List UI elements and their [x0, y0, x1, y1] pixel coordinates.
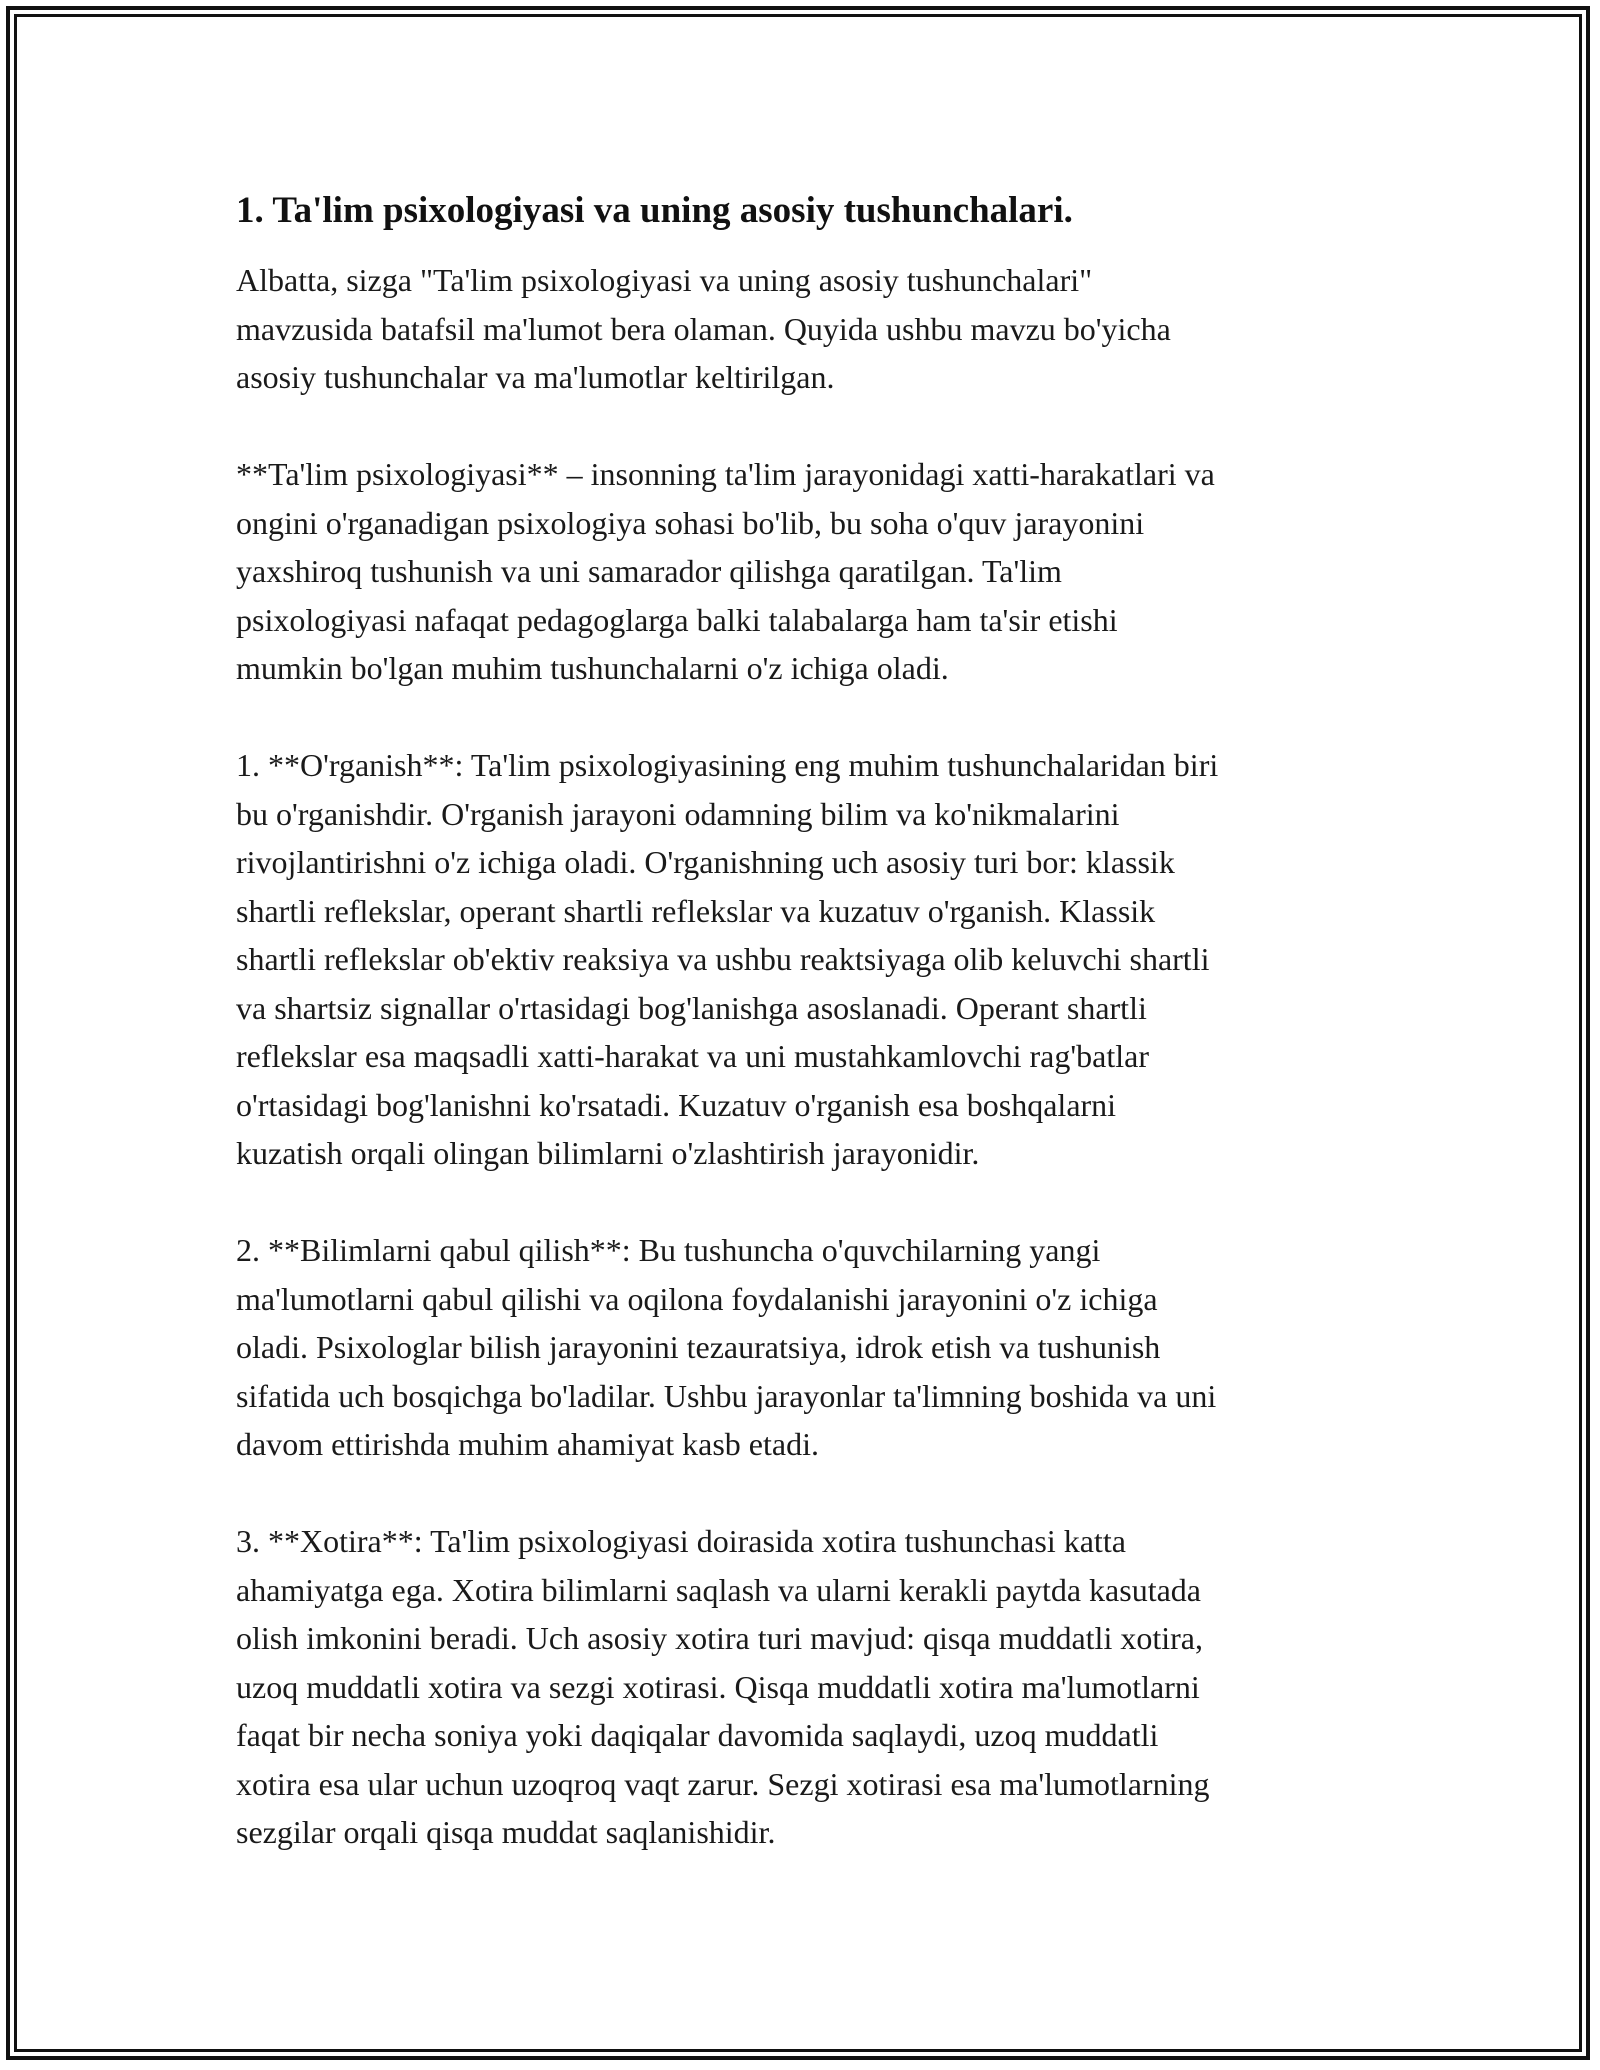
text-line: asosiy tushunchalar va ma'lumotlar keltirilgan. — [236, 359, 835, 395]
paragraph-item-3 — [236, 1517, 1386, 1857]
text-line: uzoq muddatli xotira va sezgi xotirasi. Qisqa muddatli xotira ma'lumotlarni — [236, 1668, 1200, 1705]
text-line: shartli reflekslar, operant shartli reflekslar va kuzatuv o'rganish. Klassik — [236, 892, 1156, 929]
text-line: sifatida uch bosqichga bo'ladilar. Ushbu jarayonlar ta'limning boshida va uni — [236, 1377, 1217, 1414]
text-line: 1. **O'rganish**: Ta'lim psixologiyasining eng muhim tushunchalaridan biri — [236, 747, 1219, 783]
text-line: ma'lumotlarni qabul qilishi va oqilona foydalanishi jarayonini o'z ichiga — [236, 1280, 1158, 1317]
text-line: o'rtasidagi bog'lanishni ko'rsatadi. Kuzatuv o'rganish esa boshqalarni — [236, 1086, 1117, 1123]
text-line: shartli reflekslar ob'ektiv reaksiya va ushbu reaktsiyaga olib keluvchi shartli — [236, 941, 1210, 977]
document-heading: 1. Ta'lim psixologiyasi va uning asosiy tushunchalari. — [236, 190, 1073, 231]
text-line: sezgilar orqali qisqa muddat saqlanishidir. — [236, 1814, 776, 1850]
document-page — [236, 186, 1386, 1857]
text-line: ahamiyatga ega. Xotira bilimlarni saqlash va ularni kerakli paytda kasutada — [236, 1571, 1201, 1608]
text-line: rivojlantirishni o'z ichiga oladi. O'rganishning uch asosiy turi bor: klassik — [236, 844, 1175, 880]
text-line: bu o'rganishdir. O'rganish jarayoni odamning bilim va ko'nikmalarini — [236, 795, 1120, 832]
text-line: davom ettirishda muhim ahamiyat kasb etadi. — [236, 1426, 819, 1462]
text-line: mumkin bo'lgan muhim tushunchalarni o'z ichiga oladi. — [236, 650, 949, 686]
paragraph-item-1 — [236, 741, 1386, 1178]
text-line: Albatta, sizga "Ta'lim psixologiyasi va uning asosiy tushunchalari" — [236, 262, 1093, 298]
text-line: reflekslar esa maqsadli xatti-harakat va uni mustahkamlovchi rag'batlar — [236, 1038, 1149, 1074]
text-line: xotira esa ular uchun uzoqroq vaqt zarur. Sezgi xotirasi esa ma'lumotlarning — [236, 1765, 1210, 1802]
text-line: mavzusida batafsil ma'lumot bera olaman. Quyida ushbu mavzu bo'yicha — [236, 310, 1171, 347]
text-line: 3. **Xotira**: Ta'lim psixologiyasi doirasida xotira tushunchasi katta — [236, 1523, 1126, 1559]
text-line: va shartsiz signallar o'rtasidagi bog'lanishga asoslanadi. Operant shartli — [236, 989, 1147, 1026]
paragraph-item-2 — [236, 1226, 1386, 1469]
paragraph-intro — [236, 256, 1386, 402]
text-line: olish imkonini beradi. Uch asosiy xotira turi mavjud: qisqa muddatli xotira, — [236, 1620, 1203, 1656]
text-line: oladi. Psixologlar bilish jarayonini tezauratsiya, idrok etish va tushunish — [236, 1329, 1161, 1365]
text-line: 2. **Bilimlarni qabul qilish**: Bu tushuncha o'quvchilarning yangi — [236, 1232, 1101, 1268]
text-line: **Ta'lim psixologiyasi** – insonning ta'lim jarayonidagi xatti-harakatlari va — [236, 456, 1215, 492]
text-line: faqat bir necha soniya yoki daqiqalar davomida saqlaydi, uzoq muddatli — [236, 1717, 1159, 1753]
text-line: kuzatish orqali olingan bilimlarni o'zlashtirish jarayonidir. — [236, 1135, 980, 1171]
text-line: ongini o'rganadigan psixologiya sohasi bo'lib, bu soha o'quv jarayonini — [236, 504, 1145, 541]
text-line: psixologiyasi nafaqat pedagoglarga balki talabalarga ham ta'sir etishi — [236, 601, 1118, 638]
text-line: yaxshiroq tushunish va uni samarador qilishga qaratilgan. Ta'lim — [236, 553, 1062, 589]
paragraph-definition — [236, 450, 1386, 693]
